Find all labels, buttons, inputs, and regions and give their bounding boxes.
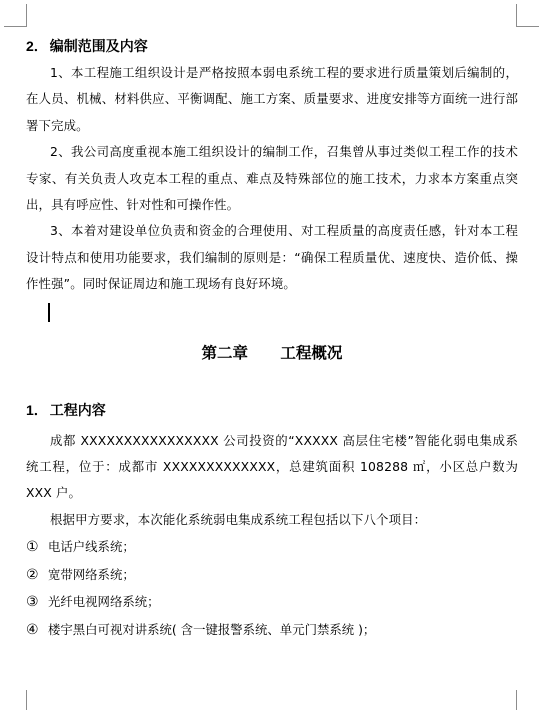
chapter-title: 第二章 工程概况 (201, 343, 343, 362)
list-item (26, 616, 518, 644)
corner-mark-bottom-right (516, 690, 517, 710)
section-title: 工程内容 (49, 402, 106, 419)
section-heading-scope (26, 32, 518, 60)
section-heading-content (26, 396, 518, 424)
circled-number: ② (26, 566, 39, 583)
section-number: 1． (26, 401, 48, 418)
list-item (26, 588, 518, 616)
corner-mark-top-left (26, 4, 27, 27)
list-item-text: 宽带网络系统； (48, 566, 135, 582)
paragraph: 2、我公司高度重视本施工组织设计的编制工作，召集曾从事过类似工程工作的技术专家、有关负责人攻克本工程的重点、难点及特殊部位的施工技术，力求本方案重点突出，具有呼应性、针对性和可操作性。 (26, 144, 518, 213)
blank-line (26, 378, 518, 396)
list-item (26, 561, 518, 589)
paragraph: 根据甲方要求，本次能化系统弱电集成系统工程包括以下八个项目： (50, 511, 427, 527)
corner-mark-top-left (4, 26, 26, 27)
paragraph: 3、本着对建设单位负责和资金的合理使用、对工程质量的高度责任感，针对本工程设计特点和使用功能要求，我们编制的原则是：“确保工程质量优、速度快、造价低、操作性强”。同时保证周边和施工现场有良好环境。 (26, 223, 518, 292)
list-item (26, 533, 518, 561)
corner-mark-top-right (517, 26, 539, 27)
list-item-text: 光纤电视网络系统； (48, 594, 160, 610)
paragraph: 1、本工程施工组织设计是严格按照本弱电系统工程的要求进行质量策划后编制的，在人员、机械、材料供应、平衡调配、施工方案、质量要求、进度安排等方面统一进行部署下完成。 (26, 65, 518, 133)
list-item-text: 电话户线系统； (48, 539, 135, 555)
document-body[interactable] (26, 32, 518, 644)
section-number: 2． (26, 38, 48, 54)
section-title: 编制范围及内容 (49, 39, 148, 55)
empty-line[interactable] (26, 298, 518, 328)
circled-number: ③ (26, 594, 39, 611)
list-item-text: 楼宇黑白可视对讲系统( 含一键报警系统、单元门禁系统 )； (48, 622, 376, 638)
paragraph: 成都 XXXXXXXXXXXXXXXX 公司投资的“XXXXX 高层住宅楼”智能化弱电集成系统工程，位于：成都市 XXXXXXXXXXXXX，总建筑面积 108288 ㎡，小区总户数为XXX 户。 (26, 432, 518, 501)
text-cursor (48, 303, 50, 322)
corner-mark-bottom-left (26, 690, 27, 710)
circled-number: ④ (26, 622, 39, 639)
circled-number: ① (26, 539, 39, 556)
corner-mark-top-right (516, 4, 517, 27)
